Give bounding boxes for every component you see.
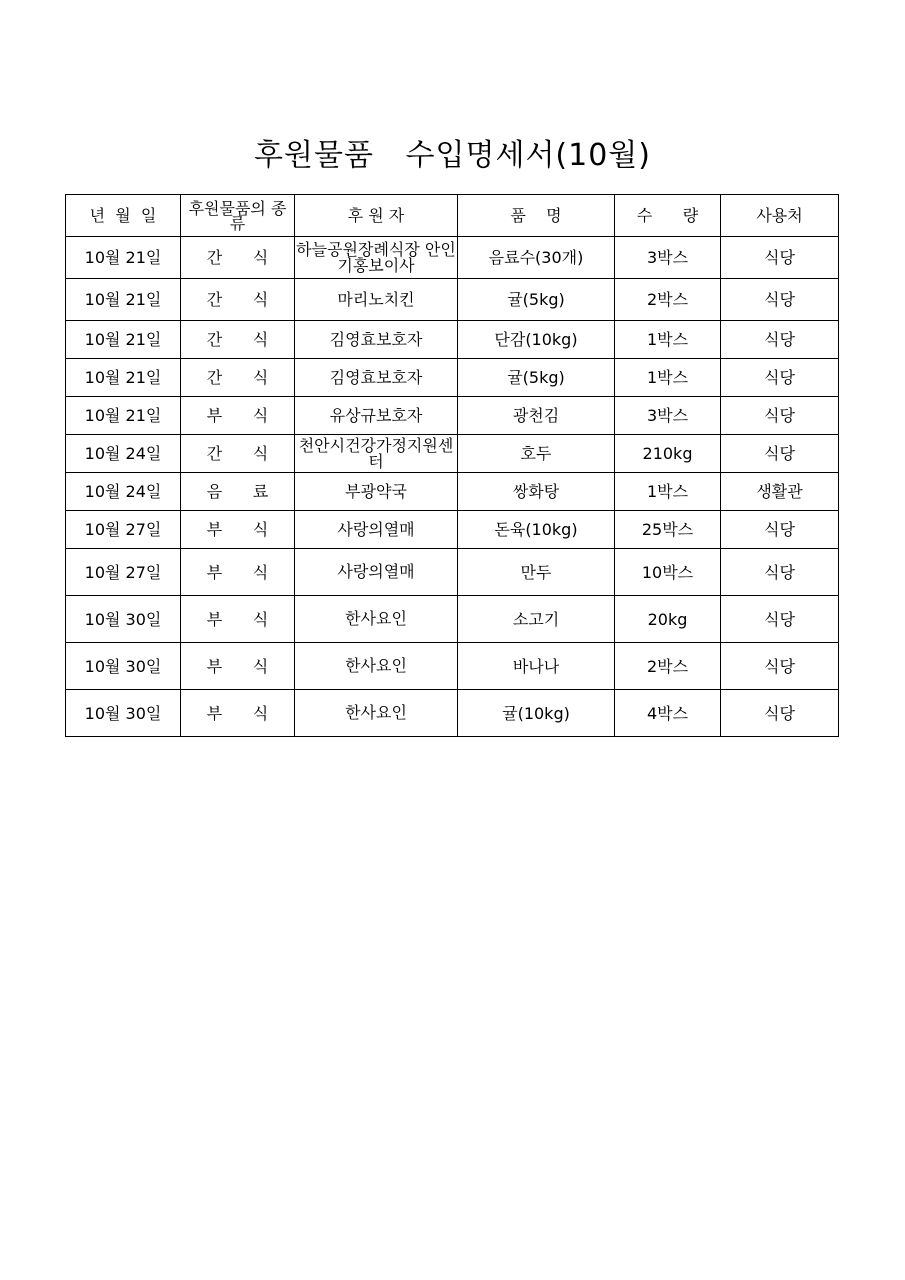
quantity-cell: 4박스 xyxy=(615,690,721,737)
date-cell: 10월 24일 xyxy=(66,473,181,511)
date-cell: 10월 21일 xyxy=(66,237,181,279)
usage-cell: 식당 xyxy=(721,397,839,435)
table-row xyxy=(66,397,839,435)
donor-cell: 김영효보호자 xyxy=(295,359,458,397)
table-row xyxy=(66,690,839,737)
usage-cell: 식당 xyxy=(721,279,839,321)
date-cell: 10월 21일 xyxy=(66,279,181,321)
type-cell: 음 료 xyxy=(181,473,295,511)
donor-cell: 사랑의열매 xyxy=(295,511,458,549)
table-row xyxy=(66,549,839,596)
item-cell: 음료수(30개) xyxy=(458,237,615,279)
header-item: 품 명 xyxy=(458,195,615,237)
usage-cell: 식당 xyxy=(721,690,839,737)
table-row xyxy=(66,511,839,549)
date-cell: 10월 30일 xyxy=(66,643,181,690)
type-cell: 부 식 xyxy=(181,643,295,690)
quantity-cell: 25박스 xyxy=(615,511,721,549)
item-cell: 쌍화탕 xyxy=(458,473,615,511)
table-row xyxy=(66,237,839,279)
quantity-cell: 20kg xyxy=(615,596,721,643)
donor-cell: 한사요인 xyxy=(295,690,458,737)
item-cell: 호두 xyxy=(458,435,615,473)
item-cell: 바나나 xyxy=(458,643,615,690)
quantity-cell: 3박스 xyxy=(615,237,721,279)
item-cell: 돈육(10kg) xyxy=(458,511,615,549)
item-cell: 소고기 xyxy=(458,596,615,643)
header-type: 후원물품의 종류 xyxy=(181,195,295,237)
donor-cell: 김영효보호자 xyxy=(295,321,458,359)
table-row xyxy=(66,279,839,321)
donor-cell: 천안시건강가정지원센터 xyxy=(295,435,458,473)
usage-cell: 식당 xyxy=(721,237,839,279)
type-cell: 부 식 xyxy=(181,397,295,435)
usage-cell: 식당 xyxy=(721,549,839,596)
quantity-cell: 210kg xyxy=(615,435,721,473)
type-cell: 간 식 xyxy=(181,321,295,359)
table-row xyxy=(66,435,839,473)
usage-cell: 식당 xyxy=(721,435,839,473)
item-cell: 귤(10kg) xyxy=(458,690,615,737)
table-row xyxy=(66,359,839,397)
table-row xyxy=(66,321,839,359)
date-cell: 10월 27일 xyxy=(66,511,181,549)
donor-cell: 유상규보호자 xyxy=(295,397,458,435)
header-row xyxy=(66,195,839,237)
usage-cell: 식당 xyxy=(721,511,839,549)
date-cell: 10월 21일 xyxy=(66,321,181,359)
usage-cell: 식당 xyxy=(721,321,839,359)
item-cell: 만두 xyxy=(458,549,615,596)
type-cell: 간 식 xyxy=(181,237,295,279)
header-usage: 사용처 xyxy=(721,195,839,237)
type-cell: 부 식 xyxy=(181,511,295,549)
date-cell: 10월 21일 xyxy=(66,397,181,435)
donation-table xyxy=(65,194,839,737)
table-row xyxy=(66,643,839,690)
quantity-cell: 1박스 xyxy=(615,359,721,397)
usage-cell: 식당 xyxy=(721,359,839,397)
header-quantity: 수 량 xyxy=(615,195,721,237)
quantity-cell: 2박스 xyxy=(615,643,721,690)
item-cell: 광천김 xyxy=(458,397,615,435)
usage-cell: 식당 xyxy=(721,596,839,643)
type-cell: 부 식 xyxy=(181,690,295,737)
donor-cell: 한사요인 xyxy=(295,643,458,690)
quantity-cell: 1박스 xyxy=(615,321,721,359)
type-cell: 간 식 xyxy=(181,279,295,321)
type-cell: 부 식 xyxy=(181,549,295,596)
header-date: 년 월 일 xyxy=(66,195,181,237)
item-cell: 귤(5kg) xyxy=(458,279,615,321)
type-cell: 간 식 xyxy=(181,435,295,473)
item-cell: 귤(5kg) xyxy=(458,359,615,397)
type-cell: 간 식 xyxy=(181,359,295,397)
type-cell: 부 식 xyxy=(181,596,295,643)
date-cell: 10월 30일 xyxy=(66,690,181,737)
donor-cell: 한사요인 xyxy=(295,596,458,643)
date-cell: 10월 30일 xyxy=(66,596,181,643)
item-cell: 단감(10kg) xyxy=(458,321,615,359)
page-title: 후원물품 수입명세서(10월) xyxy=(254,138,651,173)
usage-cell: 식당 xyxy=(721,643,839,690)
date-cell: 10월 27일 xyxy=(66,549,181,596)
quantity-cell: 2박스 xyxy=(615,279,721,321)
header-donor: 후 원 자 xyxy=(295,195,458,237)
donor-cell: 부광약국 xyxy=(295,473,458,511)
date-cell: 10월 21일 xyxy=(66,359,181,397)
donor-cell: 마리노치킨 xyxy=(295,279,458,321)
quantity-cell: 10박스 xyxy=(615,549,721,596)
table-row xyxy=(66,596,839,643)
quantity-cell: 3박스 xyxy=(615,397,721,435)
table-row xyxy=(66,473,839,511)
date-cell: 10월 24일 xyxy=(66,435,181,473)
donor-cell: 하늘공원장례식장 안인기홍보이사 xyxy=(295,237,458,279)
quantity-cell: 1박스 xyxy=(615,473,721,511)
donor-cell: 사랑의열매 xyxy=(295,549,458,596)
usage-cell: 생활관 xyxy=(721,473,839,511)
